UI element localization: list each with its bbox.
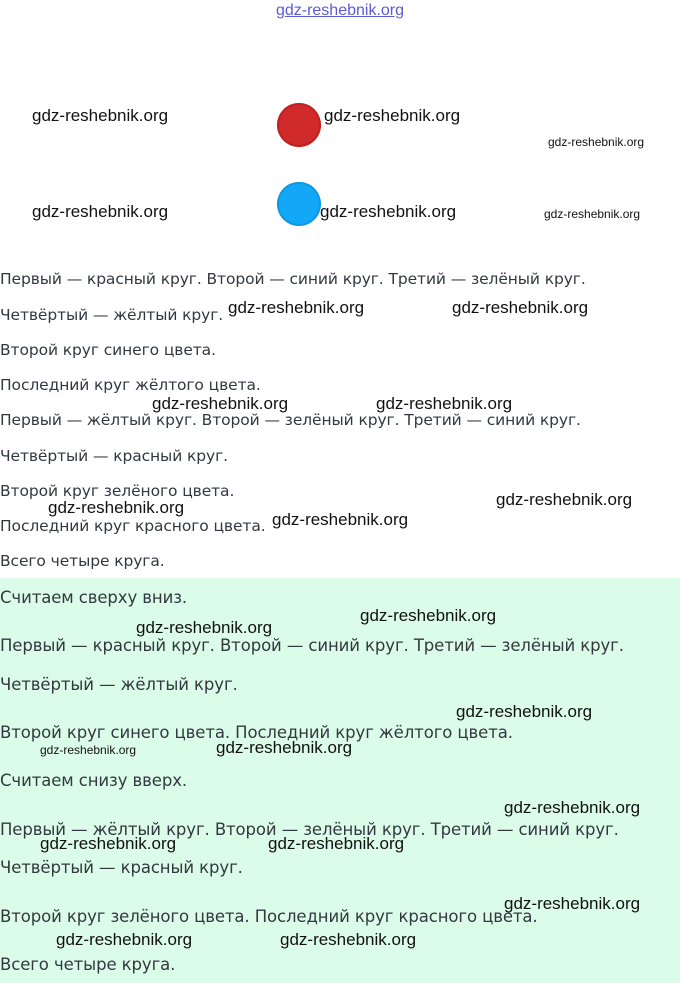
watermark: gdz-reshebnik.org <box>320 202 457 221</box>
watermark: gdz-reshebnik.org <box>504 894 641 913</box>
watermark: gdz-reshebnik.org <box>280 930 417 949</box>
watermark: gdz-reshebnik.org <box>376 394 513 413</box>
text-line: Второй круг синего цвета. <box>0 341 216 359</box>
answer-line: Считаем сверху вниз. <box>0 588 188 607</box>
text-line: Первый — жёлтый круг. Второй — зелёный круг. Третий — синий круг. <box>0 411 581 429</box>
text-line: Всего четыре круга. <box>0 552 165 570</box>
answer-line: Второй круг зелёного цвета. Последний круг красного цвета. <box>0 907 538 926</box>
answer-line: Первый — жёлтый круг. Второй — зелёный круг. Третий — синий круг. <box>0 820 619 839</box>
watermark: gdz-reshebnik.org <box>324 106 461 125</box>
watermark: gdz-reshebnik.org <box>48 498 185 517</box>
watermark: gdz-reshebnik.org <box>496 490 633 509</box>
red-circle <box>277 103 321 147</box>
watermark: gdz-reshebnik.org <box>228 298 365 317</box>
text-line: Последний круг жёлтого цвета. <box>0 376 261 394</box>
watermark: gdz-reshebnik.org <box>268 834 405 853</box>
watermark: gdz-reshebnik.org <box>40 743 137 757</box>
site-header-link[interactable]: gdz-reshebnik.org <box>275 2 405 19</box>
text-line: Первый — красный круг. Второй — синий круг. Третий — зелёный круг. <box>0 270 586 288</box>
watermark: gdz-reshebnik.org <box>360 606 497 625</box>
watermark: gdz-reshebnik.org <box>40 834 177 853</box>
answer-line: Четвёртый — красный круг. <box>0 858 243 877</box>
text-line: Последний круг красного цвета. <box>0 517 266 535</box>
watermark: gdz-reshebnik.org <box>456 702 593 721</box>
watermark: gdz-reshebnik.org <box>56 930 193 949</box>
watermark: gdz-reshebnik.org <box>504 798 641 817</box>
text-line: Второй круг зелёного цвета. <box>0 482 235 500</box>
answer-line: Второй круг синего цвета. Последний круг жёлтого цвета. <box>0 723 513 742</box>
watermark: gdz-reshebnik.org <box>216 738 353 757</box>
watermark: gdz-reshebnik.org <box>452 298 589 317</box>
watermark: gdz-reshebnik.org <box>544 207 641 221</box>
watermark: gdz-reshebnik.org <box>32 106 169 125</box>
watermark: gdz-reshebnik.org <box>272 510 409 529</box>
answer-line: Четвёртый — жёлтый круг. <box>0 675 238 694</box>
text-line: Четвёртый — жёлтый круг. <box>0 306 224 324</box>
answer-line: Считаем снизу вверх. <box>0 771 188 790</box>
answer-line: Всего четыре круга. <box>0 955 176 974</box>
text-line: Четвёртый — красный круг. <box>0 447 228 465</box>
watermark: gdz-reshebnik.org <box>32 202 169 221</box>
watermark: gdz-reshebnik.org <box>548 135 645 149</box>
blue-circle <box>277 182 321 226</box>
answer-line: Первый — красный круг. Второй — синий круг. Третий — зелёный круг. <box>0 636 624 655</box>
watermark: gdz-reshebnik.org <box>136 618 273 637</box>
watermark: gdz-reshebnik.org <box>152 394 289 413</box>
